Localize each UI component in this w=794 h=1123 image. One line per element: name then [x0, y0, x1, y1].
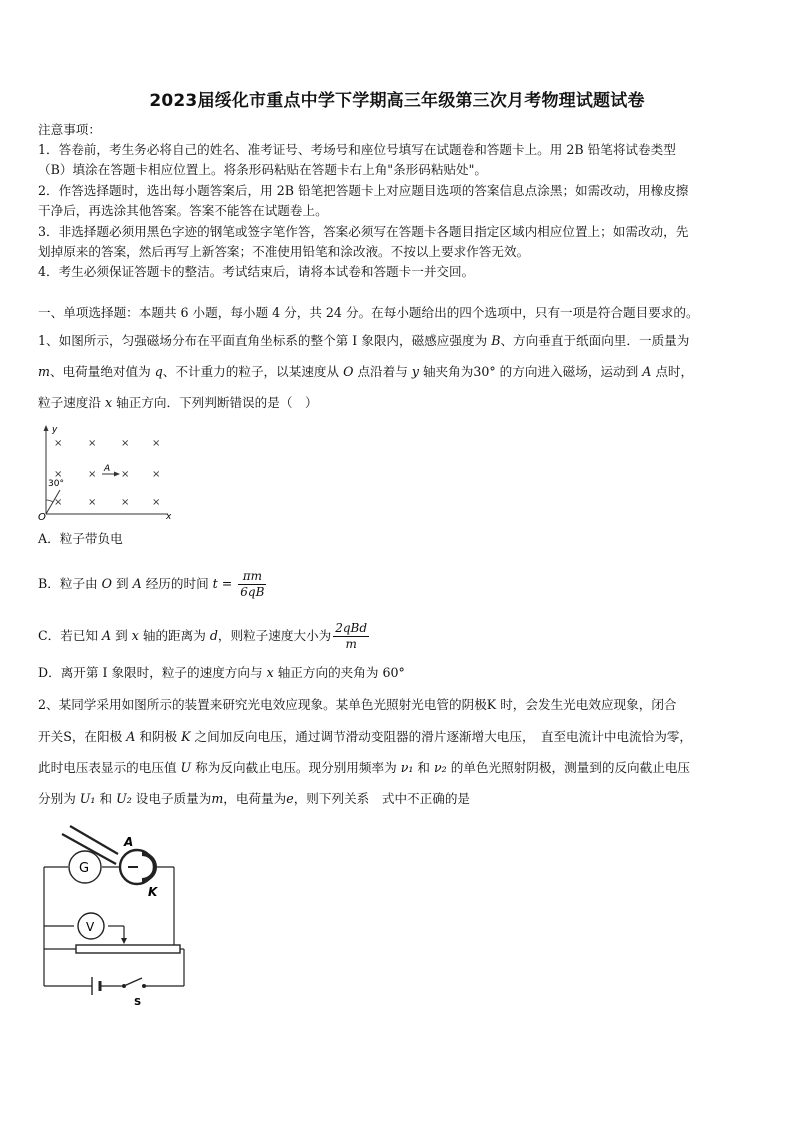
notice-line: 2．作答选择题时，选出每小题答案后，用 2B 铅笔把答题卡上对应题目选项的答案信息点涂黑；如需改动，用橡皮擦: [38, 183, 689, 198]
q2-stem-line-4: 分别为 U₁ 和 U₂ 设电子质量为m，电荷量为e，则下列关系 式中不正确的是: [38, 791, 471, 806]
voltmeter-label: V: [86, 920, 95, 934]
notice-line: 干净后，再选涂其他答案。答案不能答在试题卷上。: [38, 203, 328, 218]
field-cross: ×: [88, 438, 97, 449]
q1-option-c: C．若已知 A 到 x 轴的距离为 d，则粒子速度大小为 $\frac{\text{2qBd}}{m}$: [38, 621, 368, 651]
magnetic-field-figure: [30, 422, 180, 522]
page-title: 2023届绥化市重点中学下学期高三年级第三次月考物理试题试卷: [149, 91, 645, 111]
field-cross: ×: [88, 497, 97, 508]
origin-label: O: [38, 512, 46, 522]
field-cross: ×: [152, 469, 161, 480]
notice-line: （B）填涂在答题卡相应位置上。将条形码粘贴在答题卡右上角"条形码粘贴处"。: [38, 162, 488, 177]
angle-label: 30°: [48, 479, 64, 489]
point-a-label: A: [104, 464, 111, 474]
field-cross: ×: [121, 438, 130, 449]
field-cross: ×: [152, 438, 161, 449]
field-cross: ×: [121, 469, 130, 480]
field-cross: ×: [54, 469, 63, 480]
photoelectric-circuit-figure: [38, 822, 198, 1012]
light-ray: [70, 826, 118, 854]
q1-option-d: D．离开第 I 象限时，粒子的速度方向与 x 轴正方向的夹角为 60°: [38, 665, 405, 680]
cathode-label: K: [148, 885, 158, 899]
anode-label: A: [124, 835, 134, 849]
notice-line: 划掉原来的答案，然后再写上新答案；不准使用铅笔和涂改液。不按以上要求作答无效。: [38, 244, 530, 259]
q1-stem-line-1: 1、如图所示，匀强磁场分布在平面直角坐标系的整个第 I 象限内，磁感应强度为 B、方向垂直于纸面向里．一质量为: [38, 333, 690, 348]
y-arrow: [44, 425, 49, 431]
switch-terminal: [142, 984, 146, 988]
q2-stem-line-1: 2、某同学采用如图所示的装置来研究光电效应现象。某单色光照射光电管的阴极K 时，会发生光电效应现象，闭合: [38, 697, 677, 712]
field-cross: ×: [54, 497, 63, 508]
q2-stem-line-2: 开关S，在阳极 A 和阴极 K 之间加反向电压，通过调节滑动变阻器的滑片逐渐增大电压， 直至电流计中电流恰为零，: [38, 729, 692, 744]
field-cross: ×: [152, 497, 161, 508]
notice-line: 4．考生必须保证答题卡的整洁。考试结束后，请将本试卷和答题卡一并交回。: [38, 264, 475, 279]
x-label: x: [166, 512, 172, 522]
rheostat: [76, 945, 180, 953]
field-cross: ×: [88, 469, 97, 480]
notice-heading: 注意事项：: [38, 122, 101, 137]
q1-option-a: A．粒子带负电: [38, 531, 123, 546]
notice-line: 3．非选择题必须用黑色字迹的钢笔或签字笔作答，答案必须写在答题卡各题目指定区域内相应位置上；如需改动，先: [38, 224, 689, 239]
velocity-arrowhead: [114, 472, 120, 477]
time-fraction: $\frac{\pi m}{6qB}$: [240, 569, 265, 599]
switch-lever: [124, 978, 142, 986]
q2-stem-line-3: 此时电压表显示的电压值 U 称为反向截止电压。现分别用频率为 ν₁ 和 ν₂ 的单色光照射阴极，测量到的反向截止电压: [38, 760, 691, 775]
q1-stem-line-2: m、电荷量绝对值为 q、不计重力的粒子，以某速度从 O 点沿着与 y 轴夹角为30° 的方向进入磁场，运动到 A 点时，: [38, 364, 694, 379]
slider-arrow: [121, 938, 127, 944]
switch-label: S: [134, 997, 142, 1008]
field-cross: ×: [54, 438, 63, 449]
section-heading: 一、单项选择题：本题共 6 小题，每小题 4 分，共 24 分。在每小题给出的四个选项中，只有一项是符合题目要求的。: [38, 305, 699, 320]
field-cross: ×: [121, 497, 130, 508]
q1-option-b: B．粒子由 O 到 A 经历的时间 t = $\frac{\pi m}{6qB}$: [38, 569, 265, 599]
galvanometer-label: G: [79, 861, 90, 876]
speed-fraction: $\frac{\text{2qBd}}{m}$: [335, 621, 368, 651]
y-label: y: [52, 425, 58, 435]
angle-arc: [46, 500, 53, 502]
notice-line: 1．答卷前，考生务必将自己的姓名、准考证号、考场号和座位号填写在试题卷和答题卡上。用 2B 铅笔将试卷类型: [38, 142, 676, 157]
q1-stem-line-3: 粒子速度沿 x 轴正方向．下列判断错误的是（ ）: [38, 395, 318, 410]
